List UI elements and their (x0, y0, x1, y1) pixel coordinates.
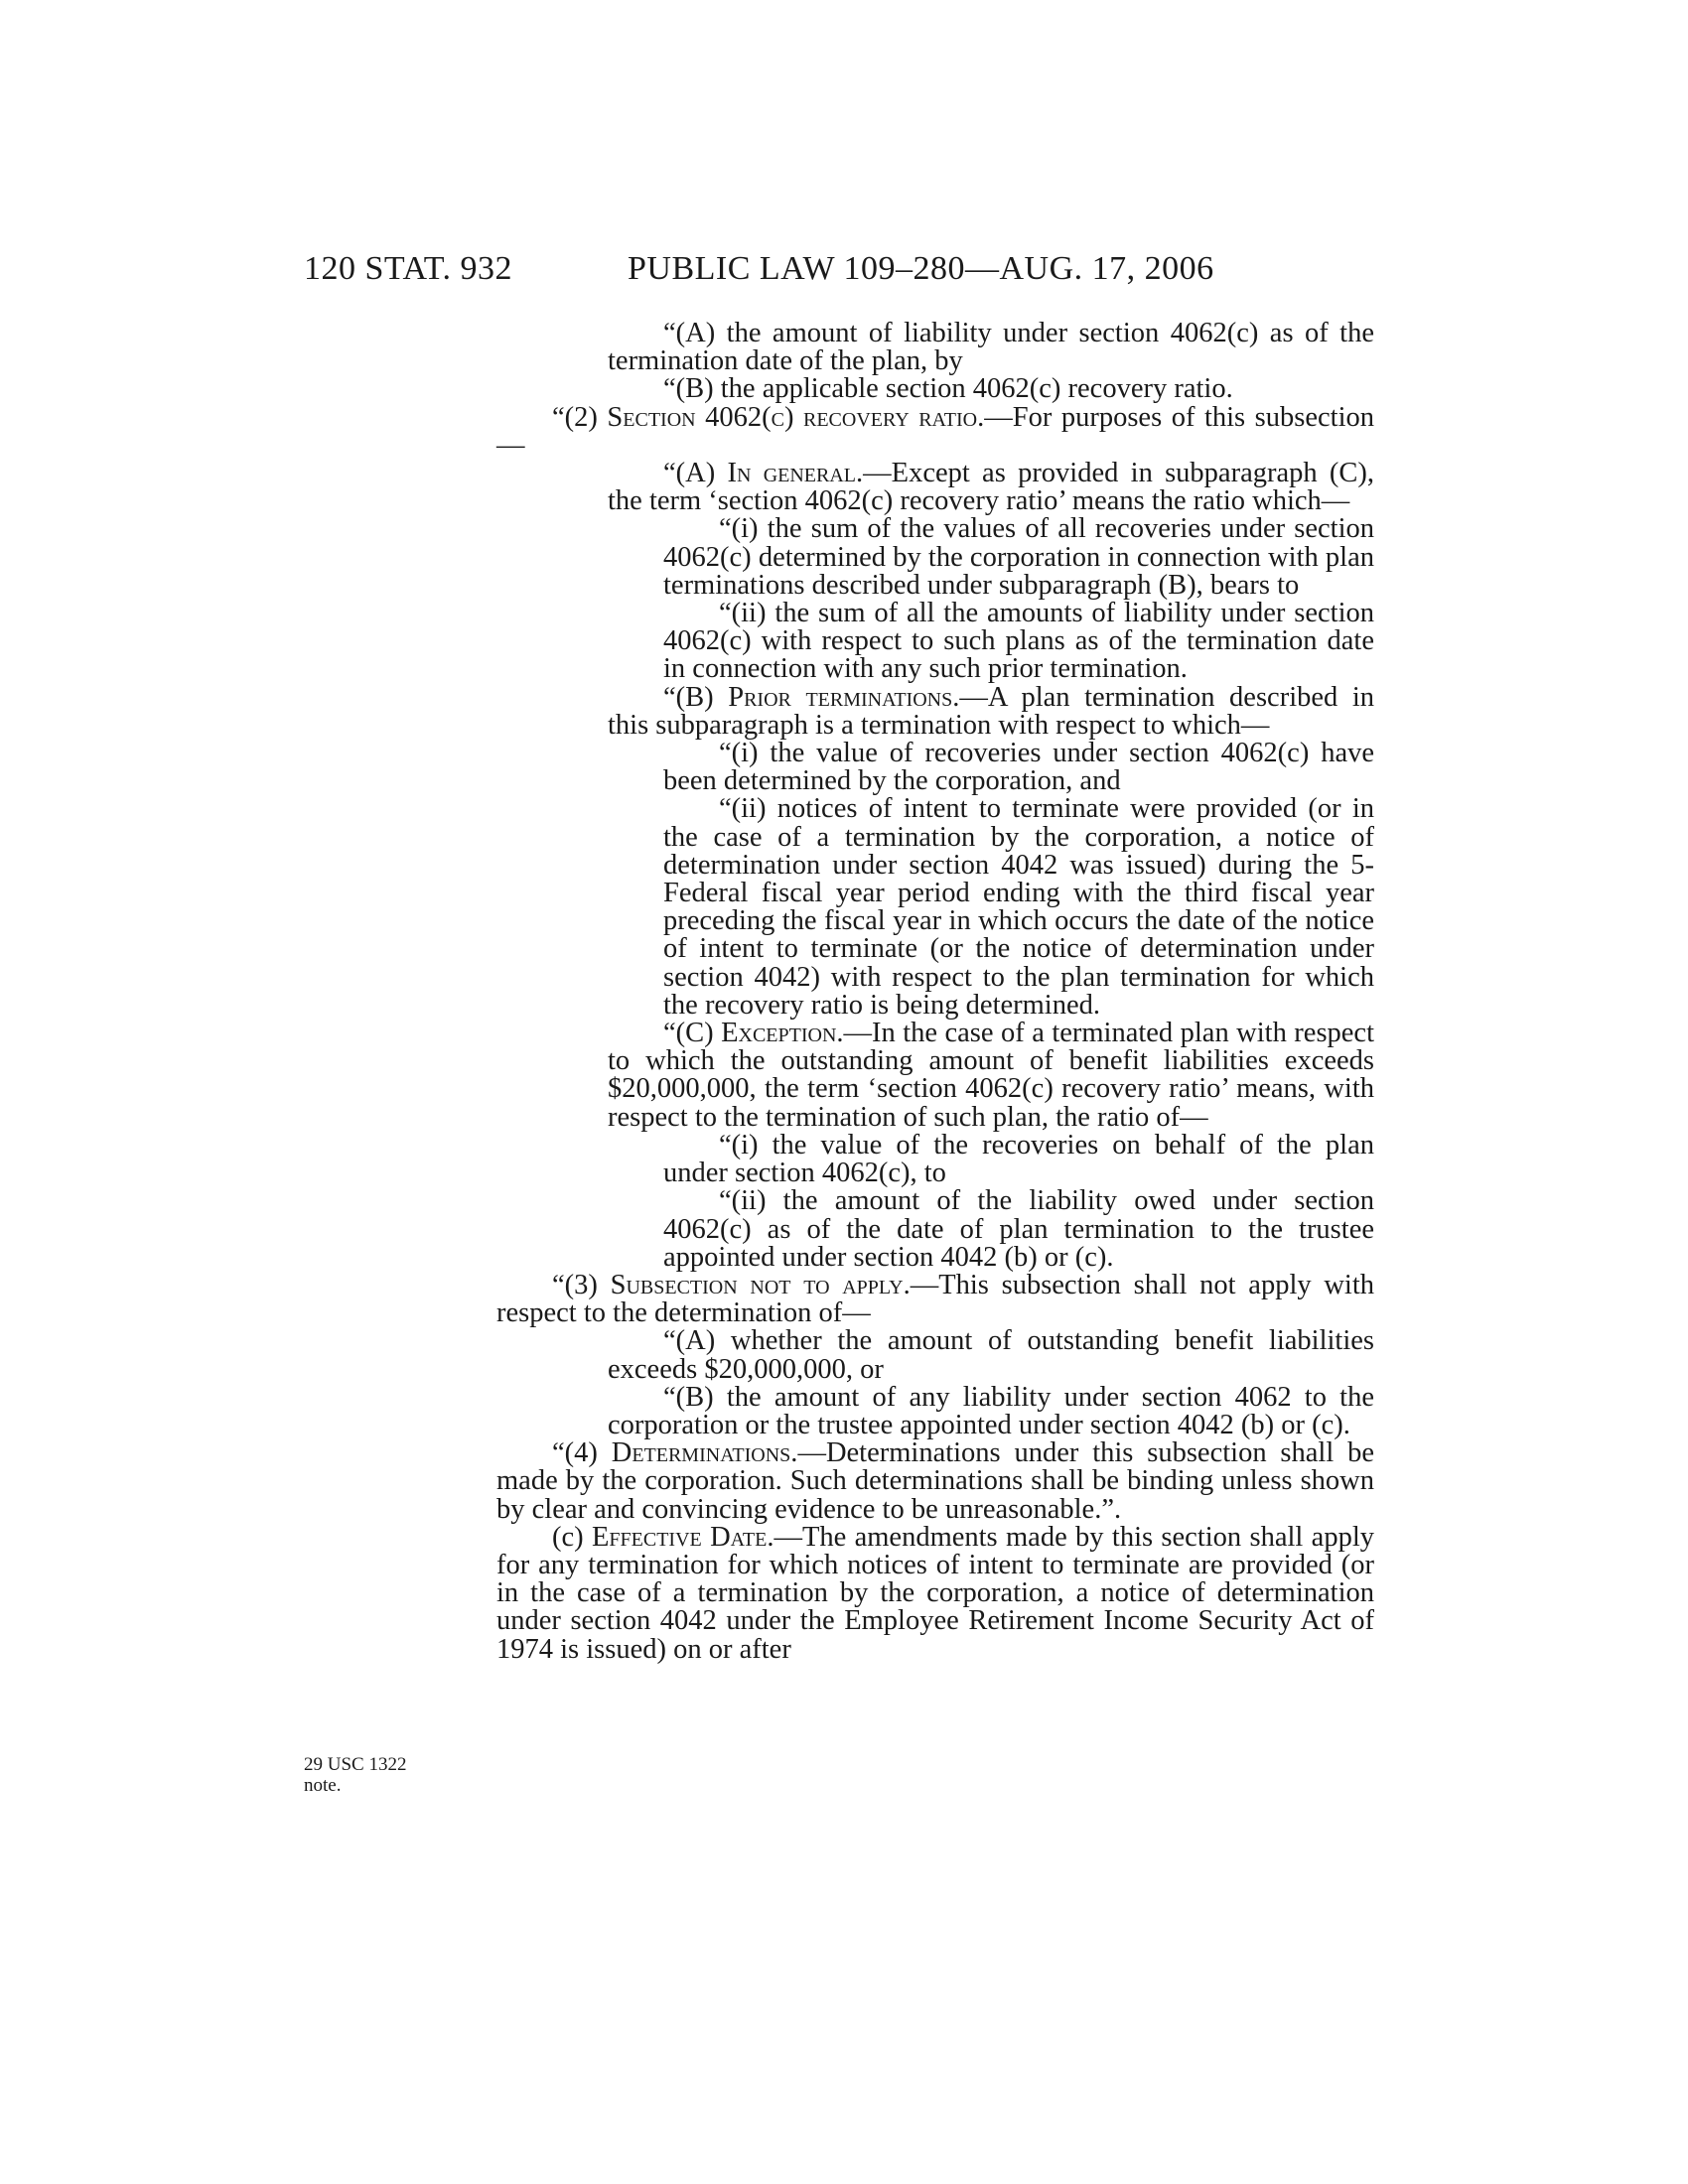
paragraph-2b-number: “(B) (663, 681, 729, 713)
paragraph-3b: “(B) the amount of any liability under section 4062 to the corporation or the trustee appointed under section 4042 (b) or (c). (608, 1381, 1374, 1440)
paragraph-2a-general (552, 460, 1374, 515)
paragraph-2b-heading: Prior terminations. (728, 681, 960, 713)
clause-2c-ii: “(ii) the amount of the liability owed under section 4062(c) as of the date of plan termination to the trustee appointed under section 4042 (b) or (c). (663, 1185, 1374, 1273)
clause-2b-ii: “(ii) notices of intent to terminate were provided (or in the case of a termination by the corporation, a notice of determination under section 4042 was issued) during the 5-Federal fiscal year period ending with the third fiscal year preceding the fiscal year in which occurs the date of the notice of intent to terminate (or the notice of determination under section 4042) with respect to the plan termination for which the recovery ratio is being determined. (663, 793, 1374, 1021)
paragraph-a-amount: “(A) the amount of liability under section 4062(c) as of the termination date of the plan, by (608, 318, 1374, 377)
paragraph-4-number: “(4) (552, 1437, 612, 1469)
paragraph-2-recovery-ratio (496, 401, 1375, 461)
paragraph-2-heading: Section 4062(c) recovery ratio. (607, 401, 985, 433)
stat-page-number: 120 STAT. 932 (304, 250, 512, 287)
paragraph-4-heading: Determinations. (611, 1437, 798, 1469)
paragraph-2a-text: —Except as provided in subparagraph (C), the term ‘section 4062(c) recovery ratio’ means the ratio which— (608, 458, 1374, 517)
margin-note-citation: 29 USC 1322 (304, 1754, 407, 1775)
paragraph-2c-heading: Exception. (721, 1018, 844, 1049)
paragraph-4-text: —Determinations under this subsection shall be made by the corporation. Such determinations shall be binding unless shown by clear and convincing evidence to be unreasonable.”. (496, 1437, 1374, 1525)
paragraph-2b-text: —A plan termination described in this subparagraph is a termination with respect to which— (608, 681, 1375, 741)
clause-2a-ii: “(ii) the sum of all the amounts of liability under section 4062(c) with respect to such plans as of the termination date in connection with any such prior termination. (663, 598, 1374, 685)
paragraph-2b-prior (552, 681, 1375, 741)
paragraph-2c-exception (552, 1020, 1374, 1132)
paragraph-3-heading: Subsection not to apply. (610, 1269, 911, 1300)
paragraph-2a-number: “(A) (663, 458, 728, 489)
subsection-c-letter: (c) (552, 1521, 592, 1553)
paragraph-2-number: “(2) (552, 401, 608, 433)
statute-body (496, 318, 1375, 1665)
clause-2a-i: “(i) the sum of the values of all recoveries under section 4062(c) determined by the corporation in connection with plan terminations described under subparagraph (B), bears to (663, 513, 1374, 601)
public-law-header: PUBLIC LAW 109–280—AUG. 17, 2006 (628, 250, 1214, 287)
paragraph-b-ratio: “(B) the applicable section 4062(c) recovery ratio. (663, 373, 1233, 405)
margin-note-label: note. (304, 1775, 342, 1796)
paragraph-2-text: —For purposes of this subsection— (496, 401, 1375, 461)
subsection-c-heading: Effective Date. (591, 1521, 774, 1553)
clause-2c-i: “(i) the value of the recoveries on behalf of the plan under section 4062(c), to (663, 1129, 1374, 1189)
paragraph-3-number: “(3) (552, 1269, 611, 1300)
paragraph-3-text: —This subsection shall not apply with respect to the determination of— (496, 1269, 1375, 1329)
subsection-c-text: —The amendments made by this section shall apply for any termination for which notices of intent to terminate are provided (or in the case of a termination by the corporation, a notice of determination under section 4042 under the Employee Retirement Income Security Act of 1974 is issued) on or after (496, 1521, 1374, 1665)
paragraph-2a-heading: In general. (727, 458, 864, 489)
paragraph-3a: “(A) whether the amount of outstanding benefit liabilities exceeds $20,000,000, or (608, 1325, 1374, 1385)
paragraph-2c-number: “(C) (663, 1018, 722, 1049)
clause-2b-i: “(i) the value of recoveries under section 4062(c) have been determined by the corporation, and (663, 738, 1374, 797)
paragraph-3-not-apply (496, 1269, 1375, 1329)
paragraph-4-determinations (496, 1439, 1374, 1524)
paragraph-2c-text: —In the case of a terminated plan with respect to which the outstanding amount of benefit liabilities exceeds $20,000,000, the term ‘section 4062(c) recovery ratio’ means, with respect to the termination of such plan, the ratio of— (608, 1018, 1374, 1133)
margin-note (304, 1754, 423, 1796)
subsection-c-effective-date (496, 1521, 1374, 1665)
